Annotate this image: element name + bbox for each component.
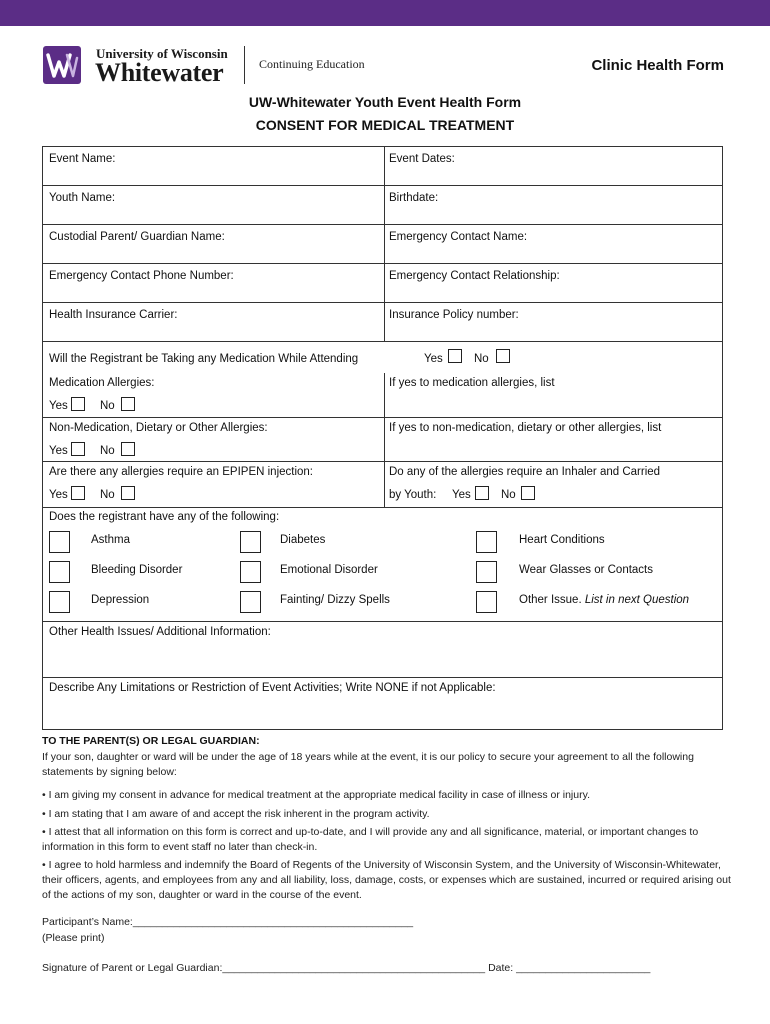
asthma-label: Asthma	[91, 534, 130, 546]
row-divider	[43, 185, 722, 186]
bleeding-disorder-label: Bleeding Disorder	[91, 564, 183, 576]
form-name: Clinic Health Form	[591, 57, 724, 74]
row-divider	[43, 417, 722, 418]
consent-heading: TO THE PARENT(S) OR LEGAL GUARDIAN:	[42, 735, 260, 747]
youth-name-field[interactable]: Youth Name:	[49, 192, 116, 204]
other-issue-text: Other Issue.	[519, 594, 582, 606]
depression-checkbox[interactable]	[49, 591, 70, 613]
health-form	[42, 146, 723, 730]
emergency-relationship-field[interactable]: Emergency Contact Relationship:	[389, 270, 560, 282]
medication-allergies-list-field[interactable]: If yes to medication allergies, list	[389, 377, 555, 389]
campus-name: Whitewater	[95, 58, 224, 87]
consent-bullet-3: • I attest that all information on this form is correct and up-to-date, and I will provide any and all significance, material, or important changes to information in this form to event staff no later than check-in.	[42, 826, 699, 853]
emotional-disorder-checkbox[interactable]	[240, 561, 261, 583]
fainting-label: Fainting/ Dizzy Spells	[280, 594, 390, 606]
uw-whitewater-w-logo-icon	[43, 46, 81, 84]
policy-number-field[interactable]: Insurance Policy number:	[389, 309, 519, 321]
row-divider	[43, 507, 722, 508]
emergency-phone-field[interactable]: Emergency Contact Phone Number:	[49, 270, 234, 282]
logo-divider	[244, 46, 245, 84]
other-issue-checkbox[interactable]	[476, 591, 497, 613]
medication-question: Will the Registrant be Taking any Medication While Attending	[49, 353, 359, 365]
row-divider	[43, 263, 722, 264]
column-divider	[384, 147, 385, 341]
row-divider	[43, 302, 722, 303]
wear-glasses-label: Wear Glasses or Contacts	[519, 564, 654, 576]
bleeding-disorder-checkbox[interactable]	[49, 561, 70, 583]
epipen-yes-label: Yes	[49, 489, 68, 501]
insurance-carrier-field[interactable]: Health Insurance Carrier:	[49, 309, 178, 321]
wear-glasses-checkbox[interactable]	[476, 561, 497, 583]
other-health-issues-field[interactable]: Other Health Issues/ Additional Information:	[49, 626, 271, 638]
heart-conditions-label: Heart Conditions	[519, 534, 605, 546]
form-subtitle: CONSENT FOR MEDICAL TREATMENT	[255, 117, 515, 133]
non-medication-allergies-list-field[interactable]: If yes to non-medication, dietary or other allergies, list	[389, 422, 662, 434]
department-name: Continuing Education	[259, 57, 365, 71]
event-dates-field[interactable]: Event Dates:	[389, 153, 455, 165]
med-allergy-no-label: No	[100, 400, 115, 412]
conditions-heading: Does the registrant have any of the following:	[49, 511, 280, 523]
med-allergy-yes-label: Yes	[49, 400, 68, 412]
inhaler-yes-label: Yes	[452, 489, 471, 501]
medication-yes-label: Yes	[424, 353, 443, 365]
non-medication-allergies-label: Non-Medication, Dietary or Other Allergies:	[49, 422, 268, 434]
inhaler-question: Do any of the allergies require an Inhaler and Carried	[389, 466, 661, 478]
fainting-checkbox[interactable]	[240, 591, 261, 613]
inhaler-no-checkbox[interactable]	[521, 486, 535, 500]
medication-no-label: No	[474, 353, 489, 365]
row-divider	[43, 621, 722, 622]
guardian-name-field[interactable]: Custodial Parent/ Guardian Name:	[49, 231, 225, 243]
epipen-yes-checkbox[interactable]	[71, 486, 85, 500]
epipen-question: Are there any allergies require an EPIPEN injection:	[49, 466, 314, 478]
row-divider	[43, 461, 722, 462]
med-allergy-yes-checkbox[interactable]	[71, 397, 85, 411]
emotional-disorder-label: Emotional Disorder	[280, 564, 378, 576]
nonmed-allergy-yes-label: Yes	[49, 445, 68, 457]
consent-bullet-2: • I am stating that I am aware of and accept the risk inherent in the program activity.	[42, 808, 430, 820]
consent-bullet-4: • I agree to hold harmless and indemnify the Board of Regents of the University of Wisconsin System, and the University of Wisconsin-Whitewater, their officers, agents, and employees from any and all liability, loss, damage, costs, or expenses which are sustained, incurred or required arising out of the actions of my son, daughter or ward in the course of the event.	[42, 859, 731, 901]
row-divider	[43, 677, 722, 678]
nonmed-allergy-yes-checkbox[interactable]	[71, 442, 85, 456]
column-divider	[384, 373, 385, 507]
epipen-no-checkbox[interactable]	[121, 486, 135, 500]
inhaler-yes-checkbox[interactable]	[475, 486, 489, 500]
emergency-contact-name-field[interactable]: Emergency Contact Name:	[389, 231, 528, 243]
depression-label: Depression	[91, 594, 150, 606]
diabetes-checkbox[interactable]	[240, 531, 261, 553]
event-name-field[interactable]: Event Name:	[49, 153, 116, 165]
medication-allergies-label: Medication Allergies:	[49, 377, 155, 389]
participant-name-field[interactable]: Participant’s Name:________________________________________________	[42, 916, 414, 928]
heart-conditions-checkbox[interactable]	[476, 531, 497, 553]
form-title: UW-Whitewater Youth Event Health Form	[248, 94, 522, 110]
top-banner	[0, 0, 770, 26]
inhaler-question-cont: by Youth:	[389, 489, 437, 501]
other-issue-note: List in next Question	[584, 594, 690, 606]
consent-bullet-1: • I am giving my consent in advance for medical treatment at the appropriate medical facility in case of illness or injury.	[42, 789, 590, 801]
consent-intro: If your son, daughter or ward will be under the age of 18 years while at the event, it is our policy to secure your agreement to all the following statements by signing below:	[42, 751, 694, 778]
diabetes-label: Diabetes	[280, 534, 326, 546]
limitations-field[interactable]: Describe Any Limitations or Restriction of Event Activities; Write NONE if not Applicable:	[49, 682, 496, 694]
asthma-checkbox[interactable]	[49, 531, 70, 553]
university-name: University of Wisconsin	[96, 46, 228, 61]
row-divider	[43, 341, 722, 342]
epipen-no-label: No	[100, 489, 115, 501]
medication-no-checkbox[interactable]	[496, 349, 510, 363]
other-issue-label	[519, 594, 689, 606]
medication-yes-checkbox[interactable]	[448, 349, 462, 363]
birthdate-field[interactable]: Birthdate:	[389, 192, 439, 204]
print-note: (Please print)	[42, 932, 105, 944]
nonmed-allergy-no-label: No	[100, 445, 115, 457]
inhaler-no-label: No	[501, 489, 516, 501]
row-divider	[43, 224, 722, 225]
nonmed-allergy-no-checkbox[interactable]	[121, 442, 135, 456]
med-allergy-no-checkbox[interactable]	[121, 397, 135, 411]
guardian-signature-field[interactable]: Signature of Parent or Legal Guardian:_____________________________________________ Date: _______________________	[42, 962, 651, 974]
